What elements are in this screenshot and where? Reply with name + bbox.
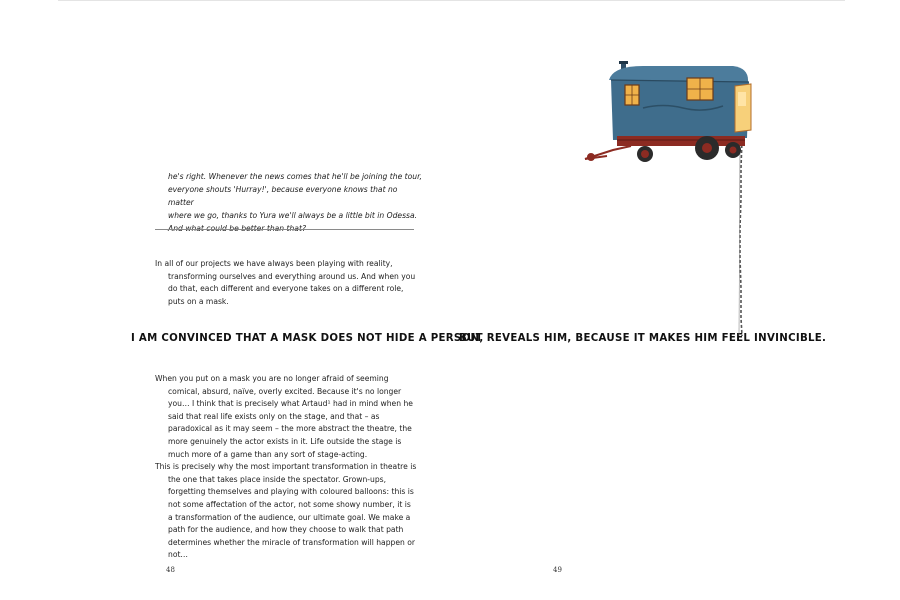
wheel — [695, 136, 719, 160]
flying-caravan-wagon-illustration — [583, 58, 758, 338]
pull-quote-right: BUT REVEALS HIM, BECAUSE IT MAKES HIM FEEL INVINCIBLE. — [459, 333, 827, 344]
quote-line: everyone shouts 'Hurray!', because everyone knows that no matter — [168, 185, 398, 207]
italic-quote — [168, 170, 423, 235]
pull-quote-left: I AM CONVINCED THAT A MASK DOES NOT HIDE A PERSON, — [131, 333, 484, 344]
page-number: 49 — [553, 566, 562, 574]
quote-line: where we go, thanks to Yura we'll always be a little bit in Odessa. — [168, 211, 418, 220]
open-door — [735, 84, 751, 132]
wheel — [637, 146, 653, 162]
section-rule — [155, 229, 414, 230]
tow-bar — [585, 146, 631, 160]
body-text-block — [155, 373, 417, 562]
page-number: 48 — [166, 566, 175, 574]
roof — [609, 66, 748, 82]
body-text-block — [155, 258, 417, 308]
paragraph: When you put on a mask you are no longer afraid of seeming comical, absurd, naïve, overly excited. Because it's no longer you… I think that is precisely what Artaud¹ had in mind when he said that real life exists only on the stage, and that – as paradoxical as it may seem – the more abstract the theatre, the more genuinely the actor exists in it. Life outside the stage is much more of a game than any sort of stage-acting. — [155, 374, 413, 459]
chain — [739, 140, 742, 336]
undercarriage — [617, 136, 745, 146]
paragraph: This is precisely why the most important transformation in theatre is the one that takes place inside the spectator. Grown-ups, forgetting themselves and playing with coloured balloons: this is not some affectation of the actor, not some showy number, it is a transformation of the audience, our ultimate goal. We make a path for the audience, and how they choose to walk that path determines whether the miracle of transformation will happen or not… — [155, 462, 417, 560]
wheel — [725, 142, 741, 158]
paragraph: In all of our projects we have always been playing with reality, transforming ourselves and everything around us. And when you do that, each different and everyone takes on a different role, puts on a mask. — [155, 259, 416, 306]
quote-line: he's right. Whenever the news comes that he'll be joining the tour, — [168, 172, 422, 181]
